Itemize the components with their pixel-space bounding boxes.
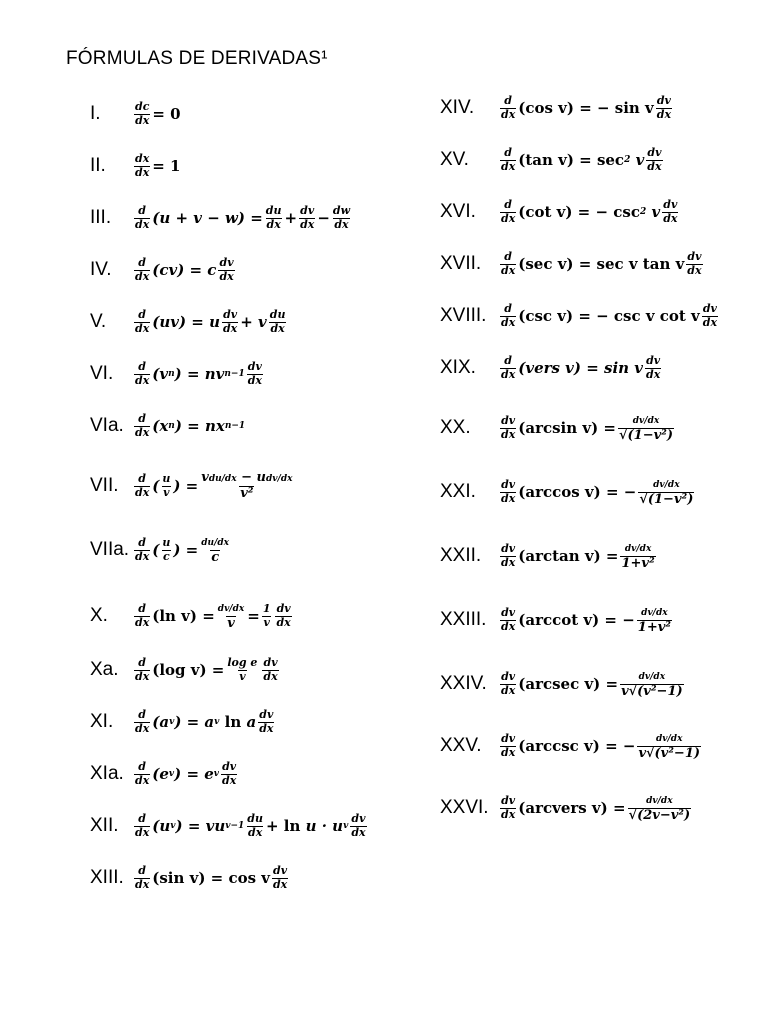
formula-number: XIX. (440, 357, 476, 378)
formula-row (440, 408, 676, 448)
formula-row (90, 650, 281, 690)
formula-row (440, 726, 703, 766)
formula-row (440, 192, 680, 232)
formula-number: XV. (440, 149, 469, 170)
formula-number: XXVI. (440, 797, 489, 818)
formula: $\frac{dv}{dx}$ (arcvers v) = $\frac{dv/dx}{\text{√(2v−v²)}}$ (501, 793, 691, 823)
formula-number: XX. (440, 417, 471, 438)
formula-row (90, 530, 232, 570)
formula: $\frac{d}{dx}$ (v n ) = nv n−1 $\frac{dv}{dx}$ (135, 359, 262, 387)
formula-number: XVII. (440, 253, 482, 274)
formula: $\frac{dx}{dx}$ = 1 (135, 151, 181, 179)
formula-row (440, 536, 658, 576)
formula: $\frac{d}{dx}$ (tan v) = sec 2 v $\frac{dv}{dx}$ (501, 145, 662, 173)
formula: $\frac{dc}{dx}$ = 0 (135, 99, 181, 127)
formula: $\frac{d}{dx}$ (cot v) = − csc 2 v $\frac{dv}{dx}$ (501, 197, 678, 225)
formula-number: XIV. (440, 97, 475, 118)
formula-number: XXIII. (440, 609, 487, 630)
formula: $\frac{dv}{dx}$ (arctan v) = $\frac{dv/dx}{\text{1+v²}}$ (501, 541, 655, 571)
formula: $\frac{d}{dx}$ ( $\frac{u}{c}$ ) = $\frac{du/dx}{c}$ (135, 535, 230, 565)
formula-row (90, 754, 239, 794)
formula-row (440, 348, 663, 388)
formula: $\frac{dv}{dx}$ (arccot v) = − $\frac{dv/dx}{\text{1+v²}}$ (501, 605, 671, 635)
formula-number: XXI. (440, 481, 476, 502)
formula-number: VIIa. (90, 539, 130, 560)
formula-number: XXII. (440, 545, 482, 566)
formula: $\frac{dv}{dx}$ (arccos v) = − $\frac{dv/dx}{\text{√(1−v²)}}$ (501, 477, 694, 507)
formula-number: XXIV. (440, 673, 487, 694)
formula-row (90, 466, 295, 506)
formula-row (440, 600, 674, 640)
formula-row (440, 88, 674, 128)
formula-row (90, 406, 245, 446)
formula-row (440, 788, 693, 828)
formula-row (90, 250, 237, 290)
formula: $\frac{d}{dx}$ (a v ) = a v ln a $\frac{dv}{dx}$ (135, 707, 274, 735)
formula-number: II. (90, 155, 106, 176)
formula: $\frac{dv}{dx}$ (arcsin v) = $\frac{dv/dx}{\text{√(1−v²)}}$ (501, 413, 674, 443)
formula-row (90, 146, 180, 186)
formula-number: Xa. (90, 659, 119, 680)
formula-number: III. (90, 207, 112, 228)
formula: $\frac{d}{dx}$ (cos v) = − sin v $\frac{dv}{dx}$ (501, 93, 672, 121)
formula-row (90, 596, 294, 636)
formula-row (90, 94, 181, 134)
formula: $\frac{d}{dx}$ (u + v − w) = $\frac{du}{dx}$ + $\frac{dv}{dx}$ − $\frac{dw}{dx}$ (135, 203, 351, 231)
formula-row (440, 140, 665, 180)
formula-number: VIa. (90, 415, 124, 436)
formula-number: XIa. (90, 763, 124, 784)
formula-row (440, 244, 705, 284)
formula-row (440, 296, 720, 336)
formula-number: XII. (90, 815, 119, 836)
formula-row (90, 354, 265, 394)
page-title: FÓRMULAS DE DERIVADAS¹ (66, 48, 328, 69)
formula-row (90, 702, 276, 742)
formula: $\frac{d}{dx}$ (sin v) = cos v $\frac{dv}{dx}$ (135, 863, 288, 891)
formula-row (90, 302, 288, 342)
formula: $\frac{d}{dx}$ ( $\frac{u}{v}$ ) = $\frac{\text{vdu/dx − udv/dx}}{\text{v²}}$ (135, 469, 293, 501)
formula-number: X. (90, 605, 108, 626)
formula: $\frac{d}{dx}$ (uv) = u $\frac{dv}{dx}$ + v $\frac{du}{dx}$ (135, 307, 286, 335)
formula-number: XXV. (440, 735, 482, 756)
formula-number: VII. (90, 475, 119, 496)
formula-number: XVI. (440, 201, 476, 222)
formula-number: XI. (90, 711, 114, 732)
formula: $\frac{d}{dx}$ (x n ) = nx n−1 (135, 411, 246, 439)
formula-number: IV. (90, 259, 112, 280)
formula: $\frac{d}{dx}$ (u v ) = vu v−1 $\frac{du}{dx}$ + ln u · u v $\frac{dv}{dx}$ (135, 811, 366, 839)
formula: $\frac{d}{dx}$ (sec v) = sec v tan v $\frac{dv}{dx}$ (501, 249, 702, 277)
formula: $\frac{dv}{dx}$ (arcsec v) = $\frac{dv/dx}{\text{v√(v²−1)}}$ (501, 669, 683, 699)
formula: $\frac{d}{dx}$ (log v) = $\frac{\text{log e}}{v}$ $\frac{dv}{dx}$ (135, 655, 278, 683)
formula-number: XVIII. (440, 305, 487, 326)
formula-number: V. (90, 311, 107, 332)
formula: $\frac{d}{dx}$ (vers v) = sin v $\frac{dv}{dx}$ (501, 353, 661, 381)
formula: $\frac{d}{dx}$ (e v ) = e v $\frac{dv}{dx}$ (135, 759, 237, 787)
formula: $\frac{d}{dx}$ (ln v) = $\frac{dv/dx}{v}$ = $\frac{1}{v}$ $\frac{dv}{dx}$ (135, 601, 291, 631)
formula-number: VI. (90, 363, 114, 384)
formula-number: XIII. (90, 867, 124, 888)
formula-row (90, 858, 290, 898)
formula: $\frac{dv}{dx}$ (arccsc v) = − $\frac{dv/dx}{\text{v√(v²−1)}}$ (501, 731, 701, 761)
formula-number: I. (90, 103, 101, 124)
formula: $\frac{d}{dx}$ (cv) = c $\frac{dv}{dx}$ (135, 255, 234, 283)
formula-row (90, 806, 369, 846)
formula: $\frac{d}{dx}$ (csc v) = − csc v cot v $\frac{dv}{dx}$ (501, 301, 718, 329)
formula-row (90, 198, 353, 238)
formula-row (440, 472, 696, 512)
formula-row (440, 664, 686, 704)
